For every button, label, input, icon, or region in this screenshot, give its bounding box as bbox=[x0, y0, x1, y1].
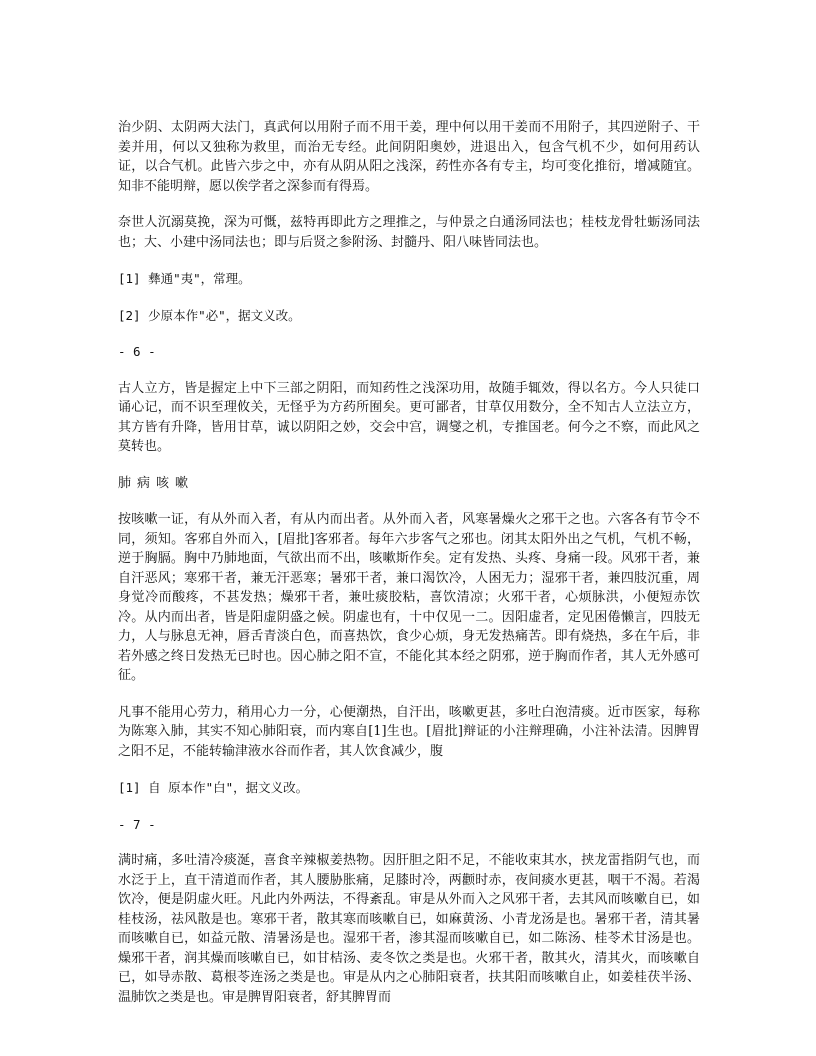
paragraph: 奈世人沉溺莫挽，深为可慨，兹特再即此方之理推之，与仲景之白通汤同法也；桂枝龙骨牡蛎汤同法也；大、小建中汤同法也；即与后贤之参附汤、封髓丹、阳八味皆同法也。 bbox=[118, 215, 700, 250]
paragraph: 按咳嗽一证，有从外而入者，有从内而出者。从外而入者，风寒暑燥火之邪干之也。六客各有节令不同，须知。客邪自外而入，[眉批]客邪者。每年六步客气之邪也。闭其太阳外出之气机，气机不畅，逆于胸膈。胸中乃肺地面，气欲出而不出，咳嗽斯作矣。定有发热、头疼、身痛一段。风邪干者，兼自汗恶风；寒邪干者，兼无汗恶寒；暑邪干者，兼口渴饮冷，人困无力；湿邪干者，兼四肢沉重，周身觉冷而酸疼，不甚发热；燥邪干者，兼吐痰胶粘，喜饮清凉；火邪干者，心烦脉洪，小便短赤饮冷。从内而出者，皆是阳虚阴盛之候。阴虚也有，十中仅见一二。因阳虚者，定见困倦懒言，四肢无力，人与脉息无神，唇舌青淡白色，而喜热饮，食少心烦，身无发热痛苦。即有烧热，多在午后，非若外感之终日发热无已时也。因心肺之阳不宣，不能化其本经之阴邪，逆于胸而作者，其人无外感可征。 bbox=[118, 512, 700, 683]
paragraph: 治少阴、太阴两大法门，真武何以用附子而不用干姜，理中何以用干姜而不用附子，其四逆附子、干姜并用，何以又独称为救里，而治无专经。此间阴阳奥妙，进退出入，包含气机不少，如何用药认证，以合气机。此皆六步之中，亦有从阴从阳之浅深，药性亦各有专主，均可变化推衍，增减随宜。知非不能明辩，愿以俟学者之深参而有得焉。 bbox=[118, 120, 700, 194]
section-heading: 肺病咳嗽 bbox=[118, 475, 195, 491]
paragraph: 满时痛，多吐清冷痰涎，喜食辛辣椒姜热物。因肝胆之阳不足，不能收束其水，挟龙雷指阴气也，而水泛于上，直干清道而作者，其人腰胁胀痛，足膝时冷，两颧时赤，夜间痰水更甚，咽干不渴。若渴饮冷，便是阴虚火旺。凡此内外两法，不得紊乱。审是从外而入之风邪干者，去其风而咳嗽自已，如桂枝汤，祛风散是也。寒邪干者，散其寒而咳嗽自已，如麻黄汤、小青龙汤是也。暑邪干者，清其暑而咳嗽自已，如益元散、清暑汤是也。湿邪干者，渗其湿而咳嗽自已，如二陈汤、桂苓术甘汤是也。燥邪干者，润其燥而咳嗽自已，如甘桔汤、麦冬饮之类是也。火邪干者，散其火，清其火，而咳嗽自已，如导赤散、葛根苓连汤之类是也。审是从内之心肺阳衰者，扶其阳而咳嗽自止，如姜桂茯半汤、温肺饮之类是也。审是脾胃阳衰者，舒其脾胃而 bbox=[118, 853, 700, 1005]
paragraph: 凡事不能用心劳力，稍用心力一分，心便潮热，自汗出，咳嗽更甚，多吐白泡清痰。近市医家，每称为陈寒入肺，其实不知心肺阳衰，而内寒自[1]生也。[眉批]辩证的小注辩理确，小注补法清。因脾胃之阳不足，不能转输津液水谷而作者，其人饮食减少，腹 bbox=[118, 704, 700, 759]
document-page bbox=[118, 118, 700, 1024]
footnote: [1] 自 原本作"白"，据文义改。 bbox=[118, 780, 309, 795]
paragraph: 古人立方，皆是握定上中下三部之阴阳，而知药性之浅深功用，故随手辄效，得以名方。今人只徒口诵心记，而不识至理攸关，无怪乎为方药所囿矣。更可鄙者，甘草仅用数分，全不知古人立法立方，其方皆有升降，皆用甘草，诚以阴阳之妙，交会中宫，调燮之机，专推国老。何今之不察，而此风之莫转也。 bbox=[118, 380, 700, 454]
page-number: - 6 - bbox=[118, 344, 156, 359]
footnote: [1] 彝通"夷"，常理。 bbox=[118, 271, 251, 286]
page-number: - 7 - bbox=[118, 816, 156, 832]
footnote: [2] 少原本作"必"，据文义改。 bbox=[118, 307, 301, 323]
